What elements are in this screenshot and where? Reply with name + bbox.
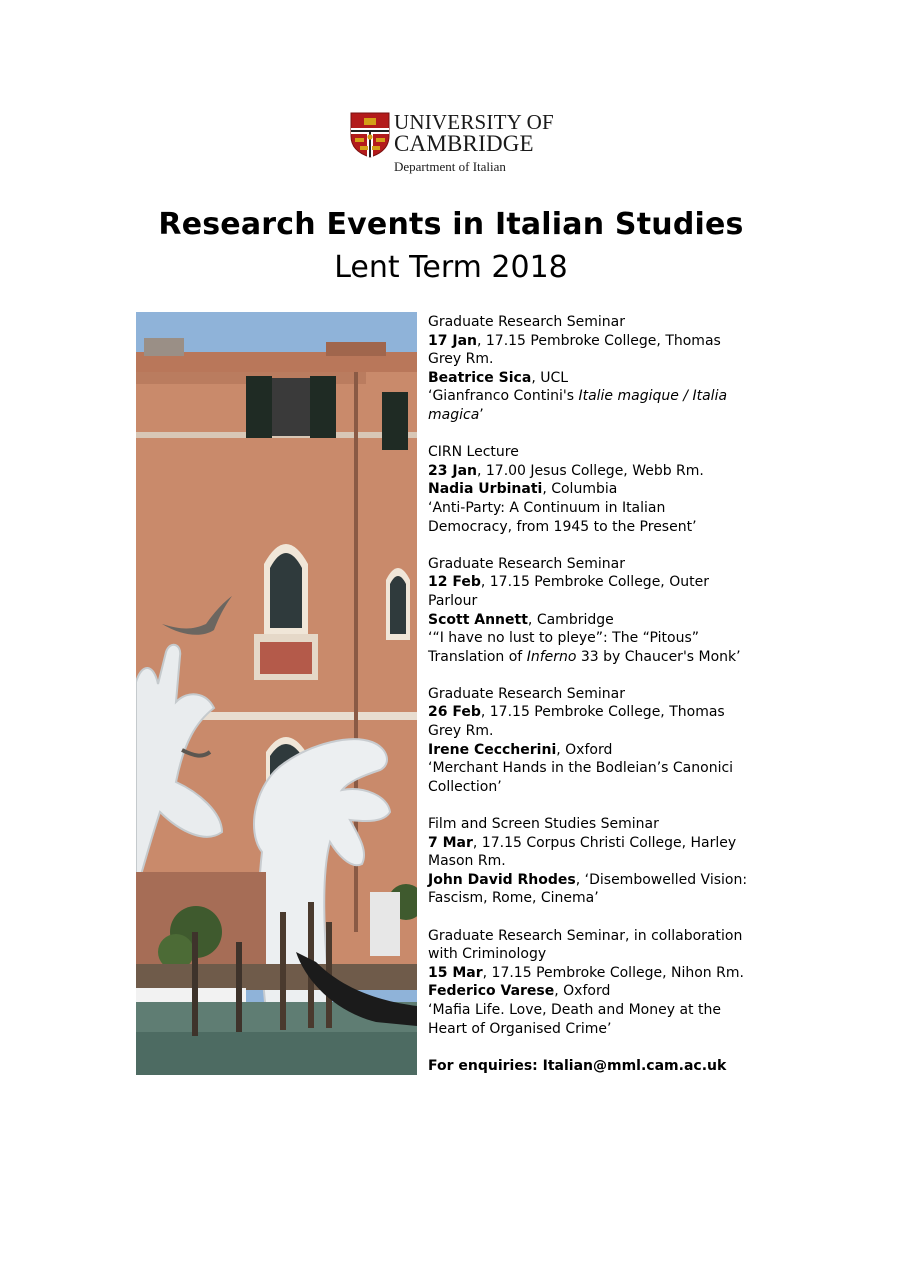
university-name-line1: UNIVERSITY OF	[394, 110, 554, 134]
enquiries-contact: For enquiries: Italian@mml.cam.ac.uk	[428, 1057, 727, 1074]
event-talk-cont: Heart of Organised Crime’	[428, 1020, 612, 1037]
event-venue: , 17.15 Pembroke College, Nihon Rm.	[482, 964, 744, 981]
event-type-cont: with Criminology	[428, 946, 547, 963]
university-logo	[350, 112, 560, 178]
event-type: Graduate Research Seminar, in collaboration	[428, 927, 743, 944]
event-date: 12 Feb	[428, 574, 481, 591]
event-affiliation: , Oxford	[556, 741, 613, 758]
event-speaker-line	[428, 741, 773, 760]
talk-italic-text: Inferno	[526, 648, 577, 665]
event-talk-cont: Fascism, Rome, Cinema’	[428, 890, 599, 907]
event-talk: ‘Anti-Party: A Continuum in Italian	[428, 499, 666, 516]
event-date-venue	[428, 964, 773, 983]
event-type: Graduate Research Seminar	[428, 555, 625, 572]
venice-hands-photo	[136, 312, 417, 1075]
talk-text: ’	[479, 406, 484, 423]
event-venue: , 17.00 Jesus College, Webb Rm.	[476, 462, 704, 479]
event-date: 23 Jan	[428, 462, 477, 479]
event-speaker: Nadia Urbinati	[428, 481, 543, 498]
event-item	[428, 685, 773, 797]
event-date: 26 Feb	[428, 704, 481, 721]
event-talk: , ‘Disembowelled Vision:	[575, 871, 748, 888]
university-shield-icon	[350, 112, 390, 158]
talk-text: 33 by Chaucer's Monk’	[576, 648, 741, 665]
page-subtitle: Lent Term 2018	[334, 250, 568, 285]
event-date-venue	[428, 834, 773, 853]
talk-text: Translation of	[428, 648, 527, 665]
event-venue-cont: Mason Rm.	[428, 853, 506, 870]
event-speaker-line	[428, 611, 773, 630]
event-venue-cont: Grey Rm.	[428, 723, 494, 740]
event-affiliation: , Oxford	[554, 983, 611, 1000]
event-venue-cont: Grey Rm.	[428, 351, 494, 368]
event-type: Graduate Research Seminar	[428, 314, 625, 330]
event-date-venue	[428, 332, 773, 351]
event-affiliation: , UCL	[531, 369, 569, 386]
event-type: CIRN Lecture	[428, 444, 519, 461]
event-type: Graduate Research Seminar	[428, 685, 625, 702]
event-talk-cont: Collection’	[428, 778, 502, 795]
event-talk-cont	[428, 406, 773, 425]
event-item	[428, 313, 773, 425]
event-talk-cont: Democracy, from 1945 to the Present’	[428, 518, 697, 535]
event-affiliation: , Columbia	[542, 481, 618, 498]
event-item	[428, 555, 773, 667]
event-date-venue	[428, 573, 773, 592]
talk-text: ‘Gianfranco Contini's	[428, 388, 579, 405]
event-talk: ‘“I have no lust to pleye”: The “Pitous”	[428, 630, 699, 647]
event-venue: , 17.15 Pembroke College, Thomas	[480, 704, 725, 721]
department-name: Department of Italian	[394, 159, 506, 174]
event-speaker: Federico Varese	[428, 983, 555, 1000]
events-list	[428, 313, 773, 1075]
event-venue: , 17.15 Pembroke College, Outer	[480, 574, 709, 591]
event-date: 15 Mar	[428, 964, 483, 981]
event-date-venue	[428, 462, 773, 481]
event-venue-cont: Parlour	[428, 592, 478, 609]
event-item	[428, 815, 773, 908]
event-date: 7 Mar	[428, 834, 473, 851]
event-speaker-line	[428, 982, 773, 1001]
event-speaker: Irene Ceccherini	[428, 741, 557, 758]
event-speaker: John David Rhodes	[428, 871, 576, 888]
talk-italic-text: magica	[428, 406, 480, 423]
event-speaker: Beatrice Sica	[428, 369, 532, 386]
event-speaker: Scott Annett	[428, 611, 528, 628]
university-name-line2: CAMBRIDGE	[394, 131, 534, 156]
event-item	[428, 443, 773, 536]
event-talk-cont	[428, 648, 773, 667]
event-speaker-line	[428, 871, 773, 890]
event-venue: , 17.15 Corpus Christi College, Harley	[472, 834, 737, 851]
page-title: Research Events in Italian Studies	[158, 207, 744, 242]
event-date: 17 Jan	[428, 332, 477, 349]
event-affiliation: , Cambridge	[527, 611, 614, 628]
event-talk: ‘Mafia Life. Love, Death and Money at the	[428, 1001, 721, 1018]
talk-italic-text: Italie magique / Italia	[578, 388, 728, 405]
event-item	[428, 927, 773, 1039]
event-speaker-line	[428, 369, 773, 388]
event-venue: , 17.15 Pembroke College, Thomas	[476, 332, 721, 349]
event-type: Film and Screen Studies Seminar	[428, 816, 659, 833]
event-talk	[428, 387, 773, 406]
event-talk: ‘Merchant Hands in the Bodleian’s Canonici	[428, 760, 734, 777]
event-speaker-line	[428, 480, 773, 499]
event-date-venue	[428, 703, 773, 722]
